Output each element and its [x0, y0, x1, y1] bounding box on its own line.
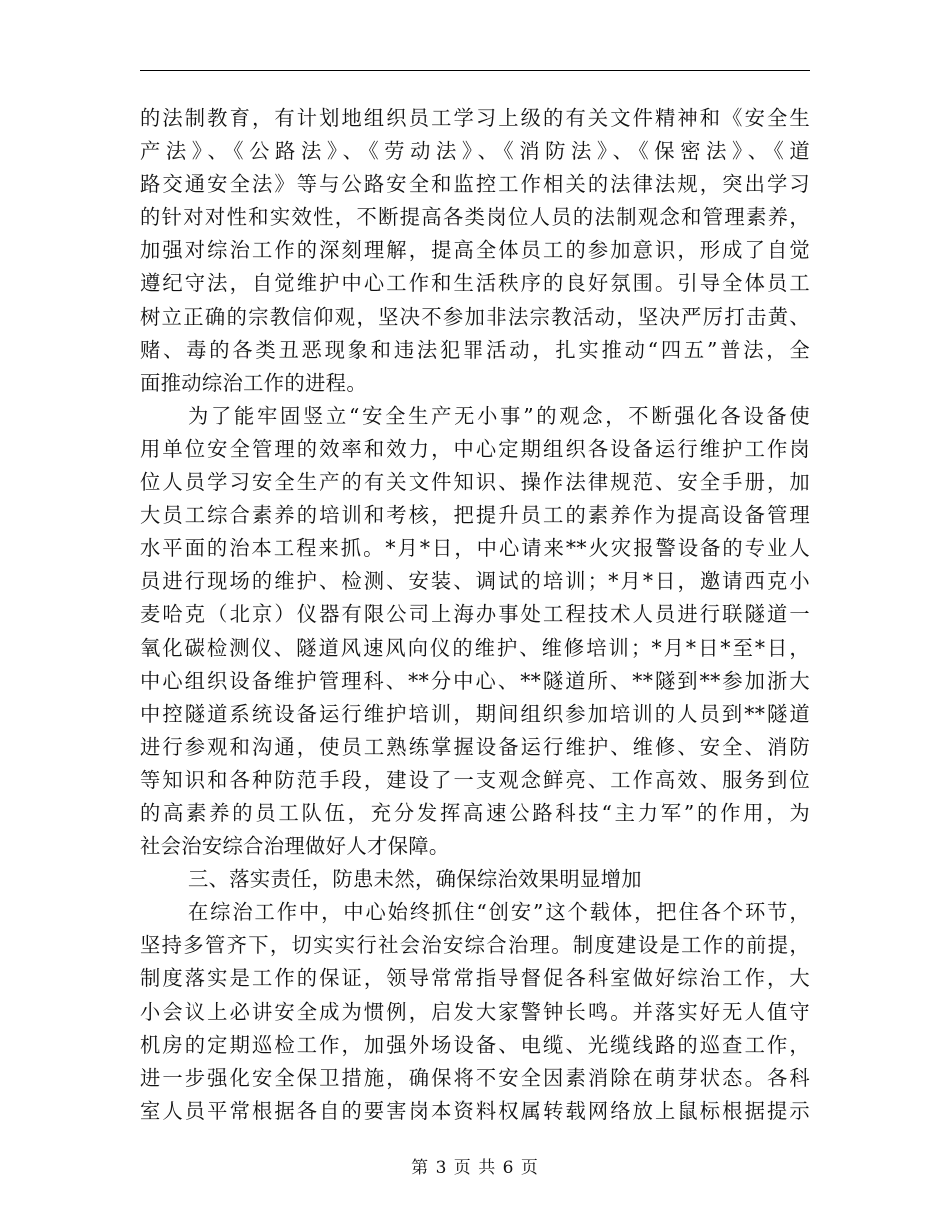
text-line: 遵纪守法，自觉维护中心工作和生活秩序的良好氛围。引导全体员工	[140, 271, 810, 296]
text-line: 路交通安全法》等与公路安全和监控工作相关的法律法规，突出学习	[140, 172, 810, 197]
text-line: 树立正确的宗教信仰观，坚决不参加非法宗教活动，坚决严厉打击黄、	[140, 304, 810, 329]
text-line: 的高素养的员工队伍，充分发挥高速公路科技“主力军”的作用，为	[140, 800, 810, 825]
text-line: 产法》、《公路法》、《劳动法》、《消防法》、《保密法》、《道	[140, 139, 810, 164]
text-line: 为了能牢固竖立“安全生产无小事”的观念，不断强化各设备使	[188, 403, 810, 428]
text-line: 在综治工作中，中心始终抓住“创安”这个载体，把住各个环节，	[188, 900, 810, 925]
text-line: 坚持多管齐下，切实实行社会治安综合治理。制度建设是工作的前提，	[140, 933, 810, 958]
text-line: 进一步强化安全保卫措施，确保将不安全因素消除在萌芽状态。各科	[140, 1065, 810, 1090]
text-line: 水平面的治本工程来抓。*月*日，中心请来**火灾报警设备的专业人	[140, 536, 810, 561]
text-line: 麦哈克（北京）仪器有限公司上海办事处工程技术人员进行联隧道一	[140, 602, 810, 627]
text-line: 中心组织设备维护管理科、**分中心、**隧道所、**隧到**参加浙大	[140, 668, 810, 693]
text-line: 加强对综治工作的深刻理解，提高全体员工的参加意识，形成了自觉	[140, 238, 810, 263]
text-line: 小会议上必讲安全成为惯例，启发大家警钟长鸣。并落实好无人值守	[140, 999, 810, 1024]
text-line: 社会治安综合治理做好人才保障。	[140, 834, 450, 859]
text-line: 大员工综合素养的培训和考核，把提升员工的素养作为提高设备管理	[140, 503, 810, 528]
page-footer: 第 3 页 共 6 页	[411, 1158, 539, 1178]
text-line: 机房的定期巡检工作，加强外场设备、电缆、光缆线路的巡查工作，	[140, 1032, 810, 1057]
text-line: 三、落实责任，防患未然，确保综治效果明显增加	[188, 867, 642, 892]
text-line: 用单位安全管理的效率和效力，中心定期组织各设备运行维护工作岗	[140, 436, 810, 461]
text-line: 氧化碳检测仪、隧道风速风向仪的维护、维修培训；*月*日*至*日，	[140, 635, 810, 660]
text-line: 员进行现场的维护、检测、安装、调试的培训；*月*日，邀请西克小	[140, 569, 810, 594]
text-line: 的针对对性和实效性，不断提高各类岗位人员的法制观念和管理素养，	[140, 205, 810, 230]
text-line: 赌、毒的各类丑恶现象和违法犯罪活动，扎实推动“四五”普法，全	[140, 337, 810, 362]
text-line: 中控隧道系统设备运行维护培训，期间组织参加培训的人员到**隧道	[140, 701, 810, 726]
text-line: 室人员平常根据各自的要害岗本资料权属转载网络放上鼠标根据提示	[140, 1098, 810, 1123]
text-line: 等知识和各种防范手段，建设了一支观念鲜亮、工作高效、服务到位	[140, 767, 810, 792]
text-line: 进行参观和沟通，使员工熟练掌握设备运行维护、维修、安全、消防	[140, 734, 810, 759]
body-text	[140, 102, 810, 1128]
text-line: 的法制教育，有计划地组织员工学习上级的有关文件精神和《安全生	[140, 106, 810, 130]
text-line: 位人员学习安全生产的有关文件知识、操作法律规范、安全手册，加	[140, 470, 810, 495]
text-line: 制度落实是工作的保证，领导常常指导督促各科室做好综治工作，大	[140, 966, 810, 991]
header-rule	[140, 70, 810, 71]
text-line: 面推动综治工作的进程。	[140, 370, 367, 395]
